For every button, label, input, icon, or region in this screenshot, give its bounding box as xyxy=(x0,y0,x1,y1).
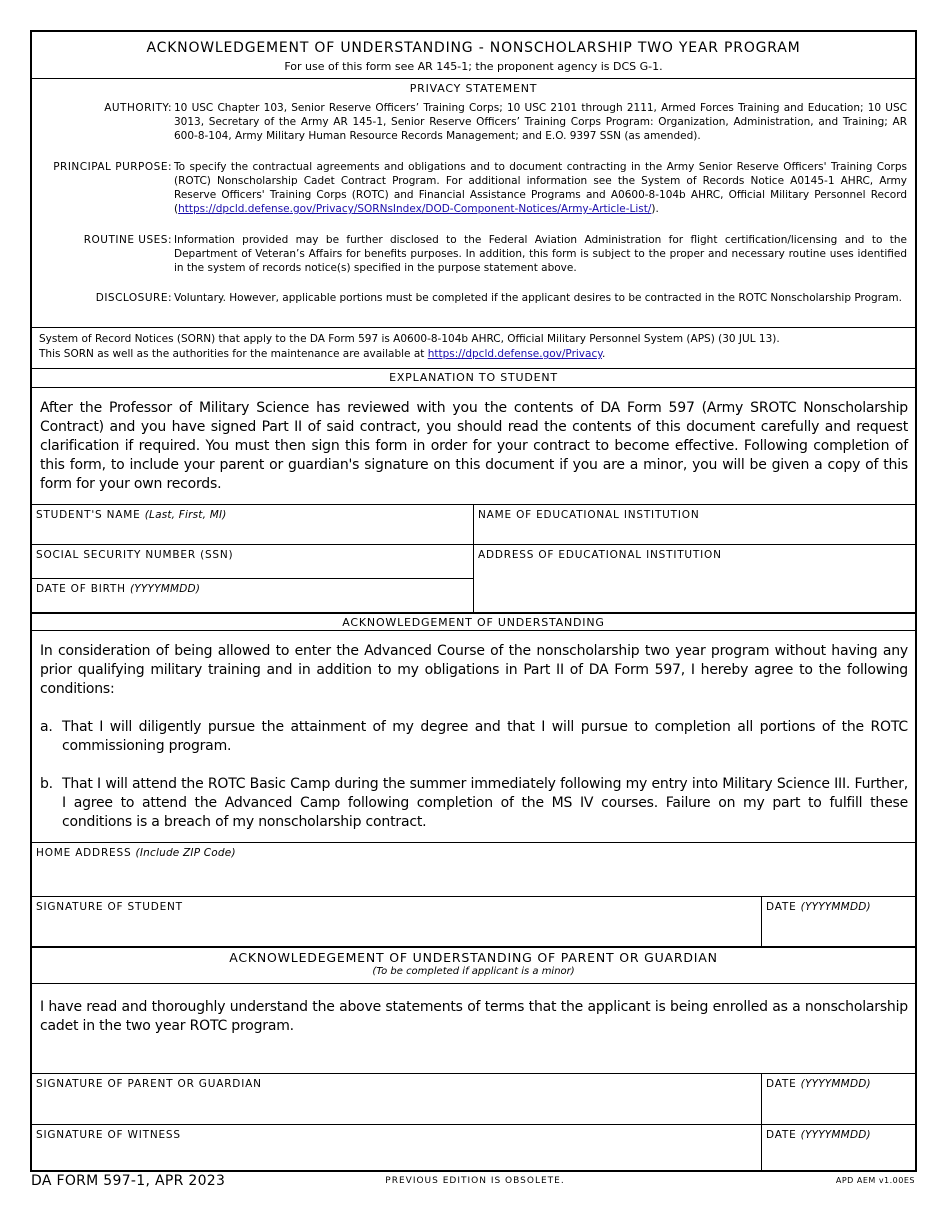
edition-note: PREVIOUS EDITION IS OBSOLETE. xyxy=(385,1176,565,1186)
sorn-index-link[interactable]: https://dpcld.defense.gov/Privacy/SORNsIndex/DOD-Component-Notices/Army-Article-List/ xyxy=(178,203,652,215)
student-date-hint: (YYYYMMDD) xyxy=(800,901,871,913)
parent-signature-field[interactable] xyxy=(32,1073,761,1124)
form-subtitle: For use of this form see AR 145-1; the proponent agency is DCS G-1. xyxy=(284,60,663,73)
witness-date-label: DATE xyxy=(766,1129,797,1141)
sorn-section xyxy=(32,327,915,368)
home-address-label: HOME ADDRESS xyxy=(36,847,132,859)
form-title: ACKNOWLEDGEMENT OF UNDERSTANDING - NONSCHOLARSHIP TWO YEAR PROGRAM xyxy=(146,40,801,56)
explanation-text: After the Professor of Military Science has reviewed with you the contents of DA Form 597 (Army SROTC Nonscholarship Contract) and you have signed Part II of said contract, you should read the contents of this document carefully and request clarification if required. You must then sign this form in order for your contract to become effective. Following completion of this form, to include your parent or guardian's signature on this document if you are a minor, you will be given a copy of this form for your own records. xyxy=(40,400,908,492)
form-number: DA FORM 597-1, APR 2023 xyxy=(31,1173,226,1189)
institution-address-field[interactable] xyxy=(473,544,915,614)
dob-label: DATE OF BIRTH xyxy=(36,583,126,595)
sorn-line-2 xyxy=(39,347,907,362)
parent-signature-label: SIGNATURE OF PARENT OR GUARDIAN xyxy=(36,1078,262,1090)
purpose-end: ). xyxy=(651,203,659,215)
student-name-hint: (Last, First, MI) xyxy=(144,509,227,521)
dob-field[interactable] xyxy=(32,578,473,614)
student-signature-field[interactable] xyxy=(32,896,761,947)
routine-text: Information provided may be further disclosed to the Federal Aviation Administration for flight certification/licensing and to the Department of Veteran’s Affairs for benefits purposes. In addition, this form is subject to the proper and necessary routine uses identified in the system of records notice(s) specified in the purpose statement above. xyxy=(174,234,907,274)
sorn-line-1: System of Record Notices (SORN) that apply to the DA Form 597 is A0600-8-104b AHRC, Official Military Personnel System (APS) (30 JUL 13). xyxy=(39,333,780,345)
disclosure-text: Voluntary. However, applicable portions must be completed if the applicant desires to be contracted in the ROTC Nonscholarship Program. xyxy=(174,292,902,304)
witness-date-field[interactable] xyxy=(761,1124,915,1172)
parent-date-hint: (YYYYMMDD) xyxy=(800,1078,871,1090)
privacy-heading: PRIVACY STATEMENT xyxy=(409,82,538,95)
sorn-suffix: . xyxy=(601,348,606,360)
dob-hint: (YYYYMMDD) xyxy=(129,583,201,595)
witness-signature-field[interactable] xyxy=(32,1124,761,1172)
purpose-label: PRINCIPAL PURPOSE: xyxy=(53,161,172,173)
version-tag: APD AEM v1.00ES xyxy=(835,1176,915,1185)
da-form-597-1 xyxy=(30,30,917,1172)
sorn-prefix: This SORN as well as the authorities for the maintenance are available at xyxy=(39,348,428,360)
parent-date-label: DATE xyxy=(766,1078,797,1090)
ssn-field[interactable] xyxy=(32,544,473,578)
condition-a-letter: a. xyxy=(40,719,53,735)
condition-a xyxy=(32,718,915,756)
parent-statement: I have read and thoroughly understand the above statements of terms that the applicant is being enrolled as a nonscholarship cadet in the two year ROTC program. xyxy=(40,999,908,1034)
acknowledgement-heading: ACKNOWLEDGEMENT OF UNDERSTANDING xyxy=(32,612,915,630)
disclosure-label: DISCLOSURE: xyxy=(95,292,172,304)
student-date-label: DATE xyxy=(766,901,797,913)
home-address-hint: (Include ZIP Code) xyxy=(135,847,236,859)
routine-label: ROUTINE USES: xyxy=(83,234,172,246)
privacy-statement-section xyxy=(32,78,915,327)
privacy-link[interactable]: https://dpcld.defense.gov/Privacy xyxy=(427,348,602,360)
student-name-label: STUDENT'S NAME xyxy=(36,509,141,521)
witness-date-hint: (YYYYMMDD) xyxy=(800,1129,871,1141)
condition-b-text: That I will attend the ROTC Basic Camp during the summer immediately following my entry into Military Science III. Further, I agree to attend the Advanced Camp following completion of the MS IV courses. Failure on my part to fulfill these conditions is a breach of my nonscholarship contract. xyxy=(62,776,908,830)
acknowledgement-section xyxy=(32,630,915,842)
purpose-body: To specify the contractual agreements and obligations and to document contracting in the Army Senior Reserve Officers' Training Corps (ROTC) Nonscholarship Cadet Contract Program. For additional information see the System of Records Notice A0145-1 AHRC, Army Reserve Officers' Training Corps (ROTC) and Financial Assistance Programs and A0600-8-104b AHRC, Official Military Personnel Record ( xyxy=(174,161,907,215)
acknowledgement-intro: In consideration of being allowed to enter the Advanced Course of the nonscholarship two year program without having any prior qualifying military training and in addition to my obligations in Part II of DA Form 597, I hereby agree to the following conditions: xyxy=(40,643,908,697)
institution-address-label: ADDRESS OF EDUCATIONAL INSTITUTION xyxy=(478,549,722,561)
witness-signature-label: SIGNATURE OF WITNESS xyxy=(36,1129,181,1141)
explanation-section xyxy=(32,387,915,504)
parent-subheading: (To be completed if applicant is a minor) xyxy=(372,966,575,977)
ssn-label: SOCIAL SECURITY NUMBER (SSN) xyxy=(36,549,234,561)
condition-b xyxy=(32,775,915,832)
student-info-section xyxy=(32,504,915,613)
condition-a-text: That I will diligently pursue the attainment of my degree and that I will pursue to completion all portions of the ROTC commissioning program. xyxy=(62,719,908,754)
student-date-field[interactable] xyxy=(761,896,915,947)
parent-heading: ACKNOWLEDEGEMENT OF UNDERSTANDING OF PARENT OR GUARDIAN xyxy=(229,950,718,965)
student-name-field[interactable] xyxy=(32,505,473,544)
home-address-field[interactable] xyxy=(32,842,915,896)
student-signature-label: SIGNATURE OF STUDENT xyxy=(36,901,183,913)
authority-label: AUTHORITY: xyxy=(104,102,172,114)
institution-name-field[interactable] xyxy=(473,505,915,544)
condition-b-letter: b. xyxy=(40,776,53,792)
parent-date-field[interactable] xyxy=(761,1073,915,1124)
authority-text: 10 USC Chapter 103, Senior Reserve Officers’ Training Corps; 10 USC 2101 through 2111, Armed Forces Training and Education; 10 USC 3013, Secretary of the Army AR 145-1, Senior Reserve Officers’ Training Corps Program: Organization, Administration, and Training; AR 600-8-104, Army Military Human Resource Records Management; and E.O. 9397 SSN (as amended). xyxy=(174,102,907,142)
purpose-text xyxy=(174,160,907,216)
parent-statement-section xyxy=(32,983,915,1073)
explanation-heading: EXPLANATION TO STUDENT xyxy=(32,368,915,387)
parent-heading-block xyxy=(32,946,915,983)
institution-name-label: NAME OF EDUCATIONAL INSTITUTION xyxy=(478,509,700,521)
